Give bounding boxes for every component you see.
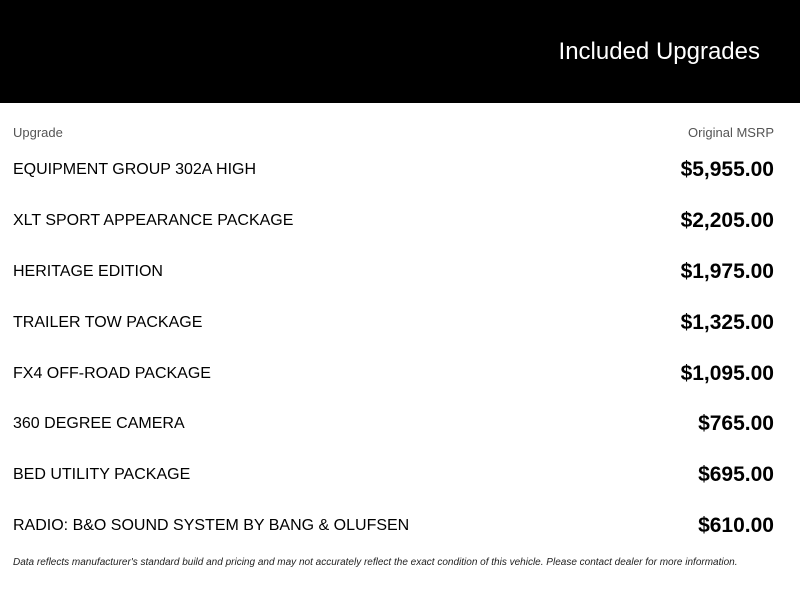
upgrade-price: $5,955.00	[680, 158, 774, 181]
table-row	[0, 308, 800, 338]
header-bar	[0, 0, 800, 103]
table-row	[0, 511, 800, 541]
table-row	[0, 257, 800, 287]
table-row	[0, 460, 800, 490]
upgrade-name: TRAILER TOW PACKAGE	[13, 314, 203, 331]
table-row	[0, 206, 800, 236]
upgrade-price: $2,205.00	[680, 209, 774, 232]
table-row	[0, 359, 800, 389]
upgrade-name: BED UTILITY PACKAGE	[13, 466, 191, 483]
upgrade-price: $610.00	[698, 514, 774, 537]
upgrade-name: FX4 OFF-ROAD PACKAGE	[13, 365, 211, 382]
upgrade-name: HERITAGE EDITION	[13, 263, 163, 280]
table-row	[0, 155, 800, 185]
upgrade-price: $1,095.00	[680, 362, 774, 385]
upgrade-name: XLT SPORT APPEARANCE PACKAGE	[13, 212, 294, 229]
table-row	[0, 409, 800, 439]
upgrade-price: $1,975.00	[680, 260, 774, 283]
upgrade-price: $765.00	[698, 412, 774, 435]
page-title: Included Upgrades	[558, 38, 760, 65]
upgrade-name: RADIO: B&O SOUND SYSTEM BY BANG & OLUFSEN	[13, 517, 410, 534]
upgrade-name: 360 DEGREE CAMERA	[13, 415, 185, 432]
upgrade-price: $695.00	[698, 463, 774, 486]
disclaimer-text: Data reflects manufacturer's standard build and pricing and may not accurately reflect the exact condition of this vehicle. Please contact dealer for more information.	[13, 557, 738, 568]
column-header-upgrade: Upgrade	[13, 125, 63, 140]
upgrade-price: $1,325.00	[680, 311, 774, 334]
upgrade-name: EQUIPMENT GROUP 302A HIGH	[13, 161, 257, 178]
column-header-msrp: Original MSRP	[688, 125, 774, 140]
